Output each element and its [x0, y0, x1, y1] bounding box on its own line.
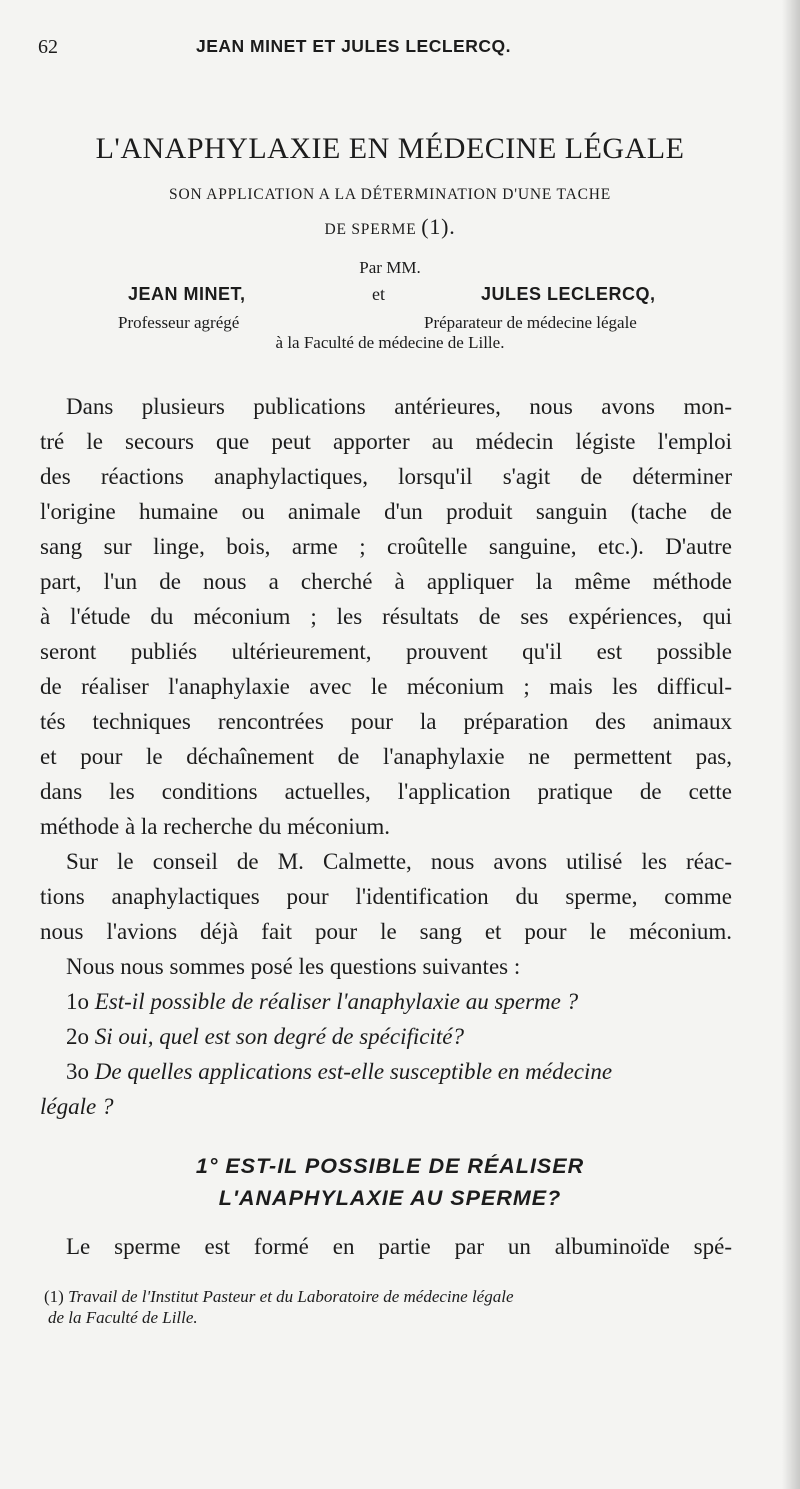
institution: à la Faculté de médecine de Lille.	[275, 333, 505, 352]
author-2: JULES LECLERCQ,	[481, 284, 656, 304]
subtitle-text: DE SPERME	[324, 221, 417, 238]
body-line: de réaliser l'anaphylaxie avec le méconium ; mais les difficul-	[40, 674, 732, 699]
body-line: l'origine humaine ou animale d'un produit sanguin (tache de	[40, 499, 732, 524]
page-header	[38, 36, 738, 66]
footnote-line-1	[44, 1287, 734, 1307]
question-number: 1o	[66, 989, 89, 1014]
body-line: à l'étude du méconium ; les résultats de ses expériences, qui	[40, 604, 732, 629]
question-3-continued: légale ?	[40, 1094, 114, 1119]
author-1-affiliation: Professeur agrégé	[118, 313, 240, 332]
byline-conjunction: et	[372, 284, 385, 304]
article-subtitle-line-1: SON APPLICATION A LA DÉTERMINATION D'UNE TACHE	[169, 186, 611, 203]
body-line: dans les conditions actuelles, l'application pratique de cette	[40, 779, 732, 804]
author-1: JEAN MINET,	[128, 284, 246, 304]
body-line: tions anaphylactiques pour l'identification du sperme, comme	[40, 884, 732, 909]
question-3	[66, 1057, 758, 1087]
body-line: tré le secours que peut apporter au médecin légiste l'emploi	[40, 429, 732, 454]
body-line: tés techniques rencontrées pour la préparation des animaux	[40, 709, 732, 734]
body-line: Sur le conseil de M. Calmette, nous avons utilisé les réac-	[66, 849, 732, 874]
running-head: JEAN MINET ET JULES LECLERCQ.	[196, 36, 511, 56]
section-heading-line-1: 1° EST-IL POSSIBLE DE RÉALISER	[195, 1154, 585, 1178]
question-number: 3o	[66, 1059, 89, 1084]
question-text: Est-il possible de réaliser l'anaphylaxie au sperme ?	[94, 989, 579, 1014]
footnote-text: Travail de l'Institut Pasteur et du Laboratoire de médecine légale	[68, 1287, 514, 1306]
footnote-line-2: de la Faculté de Lille.	[48, 1308, 198, 1327]
body-line: Dans plusieurs publications antérieures, nous avons mon-	[66, 394, 732, 419]
article-title: L'ANAPHYLAXIE EN MÉDECINE LÉGALE	[95, 132, 685, 165]
body-line: nous l'avions déjà fait pour le sang et pour le méconium.	[40, 919, 732, 944]
question-text: Si oui, quel est son degré de spécificité?	[94, 1024, 464, 1049]
body-line: et pour le déchaînement de l'anaphylaxie ne permettent pas,	[40, 744, 732, 769]
body-line: sang sur linge, bois, arme ; croûtelle sanguine, etc.). D'autre	[40, 534, 732, 559]
byline-intro: Par MM.	[359, 258, 421, 277]
question-text: De quelles applications est-elle susceptible en médecine	[94, 1059, 613, 1084]
footnote-reference: (1).	[421, 214, 456, 239]
footnote-mark: (1)	[44, 1287, 64, 1306]
section-heading-line-2: L'ANAPHYLAXIE AU SPERME?	[218, 1186, 562, 1210]
body-line: part, l'un de nous a cherché à appliquer la même méthode	[40, 569, 732, 594]
page-number: 62	[38, 36, 58, 58]
body-line: méthode à la recherche du méconium.	[40, 814, 390, 839]
question-2	[66, 1022, 758, 1052]
question-number: 2o	[66, 1024, 89, 1049]
body-line: Le sperme est formé en partie par un albuminoïde spé-	[66, 1234, 732, 1259]
body-line: seront publiés ultérieurement, prouvent qu'il est possible	[40, 639, 732, 664]
page-edge-shadow	[782, 0, 800, 1489]
question-1	[66, 987, 758, 1017]
author-2-affiliation: Préparateur de médecine légale	[424, 313, 637, 332]
body-line: Nous nous sommes posé les questions suivantes :	[66, 954, 521, 979]
article-subtitle-line-2	[40, 214, 740, 240]
body-line: des réactions anaphylactiques, lorsqu'il s'agit de déterminer	[40, 464, 732, 489]
